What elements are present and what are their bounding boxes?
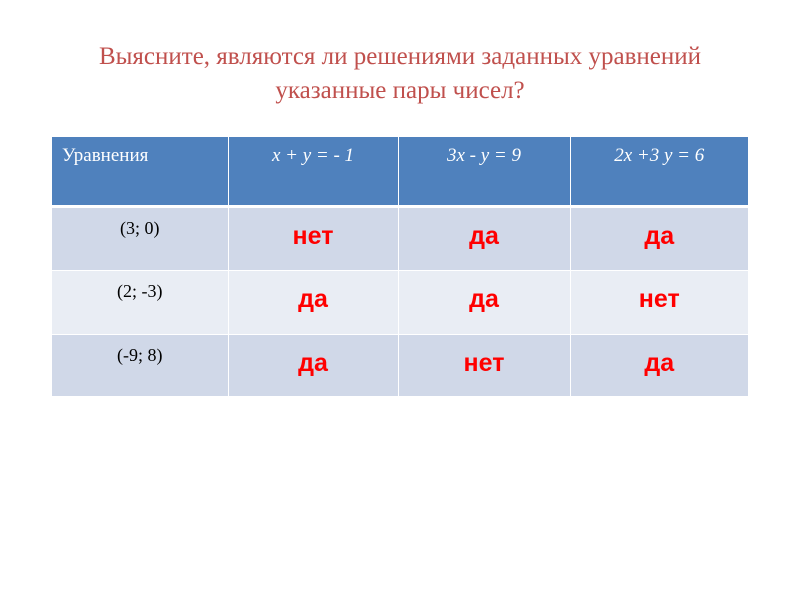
table-row [52,270,748,334]
solutions-table [52,137,748,396]
answer-cell: нет [398,334,570,396]
answer-cell: да [570,334,748,396]
header-equation-3: 2x +3 y = 6 [570,137,748,206]
answer-cell: нет [570,270,748,334]
header-equations: Уравнения [52,137,228,206]
number-pair: (-9; 8) [52,334,228,396]
number-pair: (3; 0) [52,206,228,270]
table-row [52,206,748,270]
table-header-row [52,137,748,206]
answer-cell: да [398,206,570,270]
header-equation-1: x + y = - 1 [228,137,398,206]
number-pair: (2; -3) [52,270,228,334]
header-equation-2: 3x - y = 9 [398,137,570,206]
answer-cell: нет [228,206,398,270]
answer-cell: да [228,334,398,396]
answer-cell: да [228,270,398,334]
answer-cell: да [398,270,570,334]
table-row [52,334,748,396]
slide-title: Выясните, являются ли решениями заданных уравнений указанные пары чисел? [98,43,702,104]
answer-cell: да [570,206,748,270]
